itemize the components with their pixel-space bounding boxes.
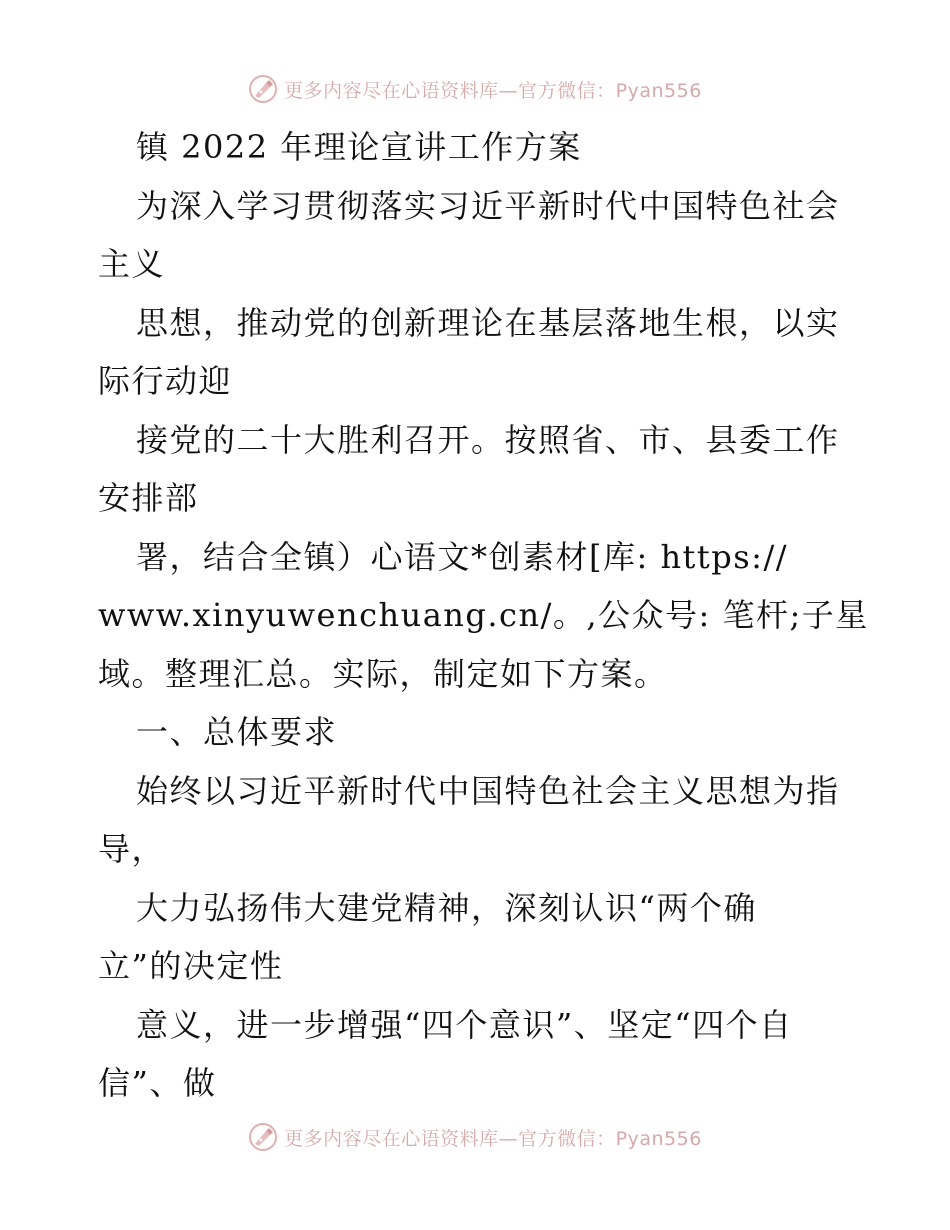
- watermark-footer: [0, 1122, 950, 1152]
- text-line: 立”的决定性: [98, 947, 284, 985]
- text-line: 导，: [98, 830, 166, 868]
- text-line: 大力弘扬伟大建党精神，深刻认识“两个确: [136, 888, 757, 927]
- text-line: 始终以习近平新时代中国特色社会主义思想为指: [136, 771, 840, 810]
- text-line: 安排部: [98, 479, 199, 517]
- watermark-id: Pyan556: [615, 1127, 702, 1150]
- text-line: 接党的二十大胜利召开。按照省、市、县委工作: [136, 420, 840, 459]
- document-body: [98, 118, 868, 1113]
- pen-nib-logo-icon: [248, 74, 278, 104]
- text-line: 意义，进一步增强“四个意识”、坚定“四个自: [136, 1005, 793, 1044]
- text-line: 一、总体要求: [136, 713, 338, 751]
- text-line: 际行动迎: [98, 362, 233, 400]
- watermark-text: 更多内容尽在心语资料库—官方微信：Pyan556: [284, 79, 702, 102]
- watermark-id: Pyan556: [615, 79, 702, 102]
- text-line: 为深入学习贯彻落实习近平新时代中国特色社会: [136, 186, 840, 225]
- text-line: 信”、做: [98, 1064, 217, 1102]
- text-line: 主义: [98, 245, 166, 283]
- text-line: 域。整理汇总。实际，制定如下方案。: [98, 654, 668, 693]
- pen-nib-logo-icon: [248, 1122, 278, 1152]
- watermark-text: 更多内容尽在心语资料库—官方微信：Pyan556: [284, 1127, 702, 1150]
- text-line: 思想，推动党的创新理论在基层落地生根，以实: [136, 303, 840, 342]
- text-line: 署，结合全镇）心语文*创素材[库: https://: [136, 537, 789, 576]
- text-line: 镇 2022 年理论宣讲工作方案: [136, 128, 582, 166]
- text-line: www.xinyuwenchuang.cn/。,公众号: 笔杆;子星: [98, 596, 869, 634]
- watermark-header: [0, 74, 950, 104]
